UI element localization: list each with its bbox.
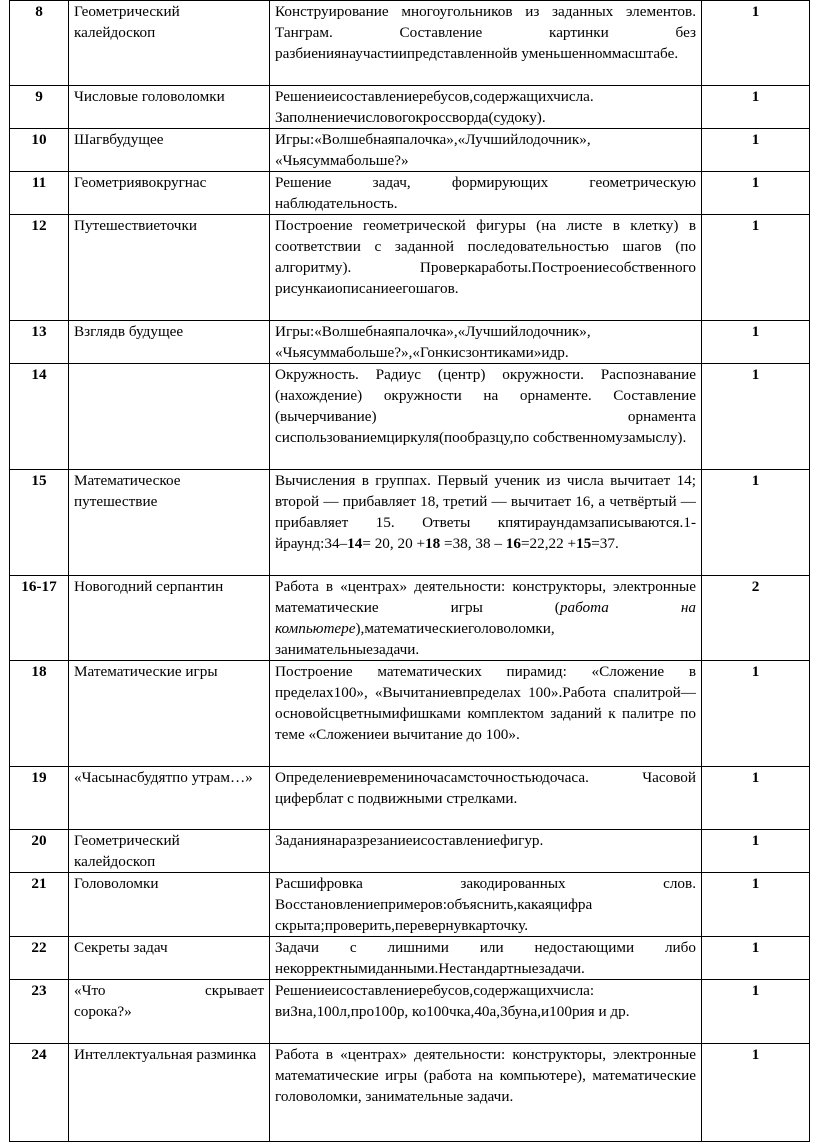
lesson-topic: «Часынасбудятпо утрам…» [69,767,270,830]
table-row [10,1,810,86]
table-row [10,937,810,980]
lesson-description: Вычисления в группах. Первый ученик из числа вычитает 14; второй — прибавляет 18, третий — вычитает 16, а четвёртый — прибавляет 15. Ответы кпятираундамзаписываются.1-йраунд:34–14= 20, 20 +18 =38, 38 – 16=22,22 +15=37. [270,470,702,576]
lesson-description: Работа в «центрах» деятельности: конструкторы, электронные математические игры (работа на компьютере), математические головоломки, занимательные задачи. [270,1044,702,1142]
lesson-topic: Числовые головоломки [69,86,270,129]
lesson-number: 13 [10,321,69,364]
lesson-topic: Геометрический калейдоскоп [69,830,270,873]
lesson-description: Игры:«Волшебнаяпалочка»,«Лучшийлодочник», «Чьясуммабольше?» [270,129,702,172]
lesson-hours: 1 [702,767,810,830]
table-row [10,470,810,576]
lesson-hours: 1 [702,1044,810,1142]
lesson-topic: Математические игры [69,661,270,767]
lesson-topic: Головоломки [69,873,270,937]
lesson-topic: Геометриявокругнас [69,172,270,215]
lesson-hours: 1 [702,321,810,364]
lesson-number: 14 [10,364,69,470]
lesson-description: Построение геометрической фигуры (на листе в клетку) в соответствии с заданной последовательностью шагов (по алгоритму). Проверкаработы.Построениесобственного рисункаиописаниеегошагов. [270,215,702,321]
table-row [10,86,810,129]
lesson-description: Построение математических пирамид: «Сложение в пределах100», «Вычитаниевпределах 100».Работа спалитрой—основойсцветнымифишками комплектом заданий к палитре по теме «Сложениеи вычитание до 100». [270,661,702,767]
lesson-hours: 1 [702,86,810,129]
table-row [10,661,810,767]
lesson-topic: Интеллектуальная разминка [69,1044,270,1142]
table-row [10,172,810,215]
table-row [10,767,810,830]
lesson-topic: Новогодний серпантин [69,576,270,661]
lesson-description: Определениевремениночасамсточностьюдочаса. Часовой циферблат с подвижными стрелками. [270,767,702,830]
table-row [10,321,810,364]
lesson-description: Окружность. Радиус (центр) окружности. Распознавание (нахождение) окружности на орнаменте. Составление (вычерчивание) орнамента сиспользованиемциркуля(пообразцу,по собственномузамыслу). [270,364,702,470]
lesson-topic: Математическое путешествие [69,470,270,576]
table-row [10,1044,810,1142]
table-row [10,873,810,937]
lesson-number: 22 [10,937,69,980]
table-row [10,129,810,172]
lesson-topic: Геометрический калейдоскоп [69,1,270,86]
lesson-hours: 1 [702,830,810,873]
lesson-number: 18 [10,661,69,767]
lesson-description: Решениеисоставлениеребусов,содержащихчисла: виЗна,100л,про100р, ко100чка,40а,3буна,и100рия и др. [270,980,702,1044]
lesson-number: 8 [10,1,69,86]
lesson-hours: 1 [702,873,810,937]
table-row [10,215,810,321]
lesson-description: Конструирование многоугольников из заданных элементов. Танграм. Составление картинки без разбиениянаучастиипредставленнойв уменьшенноммасштабе. [270,1,702,86]
lesson-hours: 1 [702,661,810,767]
lesson-number: 11 [10,172,69,215]
lesson-topic [69,364,270,470]
lesson-number: 16-17 [10,576,69,661]
lesson-topic: Путешествиеточки [69,215,270,321]
lesson-description: Заданиянаразрезаниеисоставлениефигур. [270,830,702,873]
lesson-number: 9 [10,86,69,129]
lesson-description: Работа в «центрах» деятельности: конструкторы, электронные математические игры (работа на компьютере),математическиеголоволомки, занимательныезадачи. [270,576,702,661]
lesson-hours: 1 [702,1,810,86]
table-row [10,830,810,873]
lesson-hours: 1 [702,215,810,321]
lesson-number: 21 [10,873,69,937]
lesson-number: 12 [10,215,69,321]
lesson-description: Расшифровка закодированных слов. Восстановлениепримеров:объяснить,какаяцифра скрыта;проверить,перевернувкарточку. [270,873,702,937]
lesson-number: 23 [10,980,69,1044]
lesson-hours: 1 [702,172,810,215]
lesson-topic: «Что скрывает сорока?» [69,980,270,1044]
table-row [10,980,810,1044]
lesson-topic: Взглядв будущее [69,321,270,364]
lesson-number: 10 [10,129,69,172]
lesson-description: Задачи с лишними или недостающими либо некорректнымиданными.Нестандартныезадачи. [270,937,702,980]
lesson-hours: 2 [702,576,810,661]
table-row [10,364,810,470]
lesson-number: 19 [10,767,69,830]
lesson-number: 20 [10,830,69,873]
lesson-hours: 1 [702,470,810,576]
lesson-hours: 1 [702,937,810,980]
lesson-topic: Шагвбудущее [69,129,270,172]
lesson-description: Решениеисоставлениеребусов,содержащихчисла. Заполнениечисловогокроссворда(судоку). [270,86,702,129]
lesson-description: Решение задач, формирующих геометрическую наблюдательность. [270,172,702,215]
lesson-number: 15 [10,470,69,576]
lesson-description: Игры:«Волшебнаяпалочка»,«Лучшийлодочник», «Чьясуммабольше?»,«Гонкисзонтиками»идр. [270,321,702,364]
lesson-hours: 1 [702,129,810,172]
lesson-hours: 1 [702,980,810,1044]
table-row [10,576,810,661]
lesson-hours: 1 [702,364,810,470]
lesson-topic: Секреты задач [69,937,270,980]
lesson-number: 24 [10,1044,69,1142]
curriculum-table [9,0,810,1142]
